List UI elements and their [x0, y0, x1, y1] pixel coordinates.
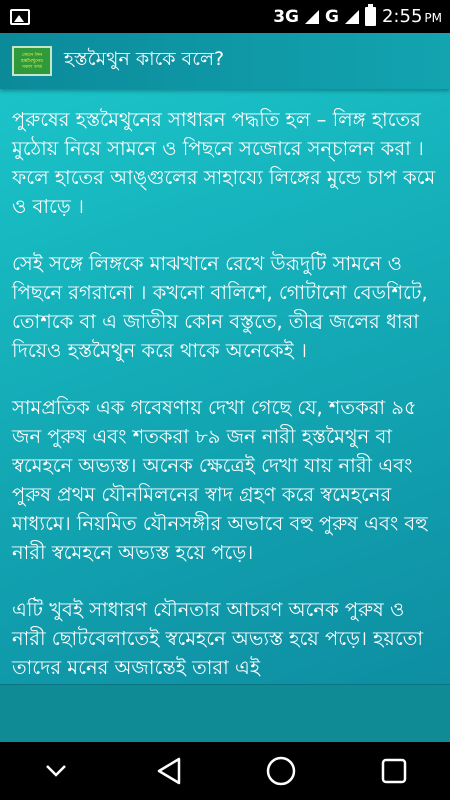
- signal-icon: [305, 10, 319, 24]
- network-type-1: 3G: [273, 6, 300, 27]
- app-bar: [0, 33, 450, 89]
- signal-icon: [345, 10, 359, 24]
- clock: 2:55 PM: [381, 6, 442, 27]
- app-logo: জেনে নিন হস্তমৈথুনের সকল তথ্য: [12, 46, 52, 76]
- status-bar: [0, 0, 450, 33]
- gallery-icon: [10, 9, 30, 25]
- network-type-2: G: [325, 6, 339, 27]
- chevron-down-icon[interactable]: [26, 746, 86, 796]
- article-paragraph: সামপ্রতিক এক গবেষণায় দেখা গেছে যে, শতকরা ৯৫ জন পুরুষ এবং শতকরা ৮৯ জন নারী হস্তমৈথুন বা স্বমেহনে অভ্যস্ত। অনেক ক্ষেত্রেই দেখা যায় নারী এবং পুরুষ প্রথম যৌনমিলনের স্বাদ গ্রহণ করে স্বমেহনের মাধ্যমে। নিয়মিত যৌনসঙ্গীর অভাবে বহু পুরুষ এবং বহু নারী স্বমেহনে অভ্যস্ত হয়ে পড়ে।: [12, 396, 428, 564]
- article-content[interactable]: [0, 89, 450, 684]
- page-title: হস্তমৈথুন কাকে বলে?: [64, 48, 225, 70]
- article-paragraph: সেই সঙ্গে লিঙ্গকে মাঝখানে রেখে উরূদুটি সামনে ও পিছনে রগরানো । কখনো বালিশে, গোটানো বেডশিটে, তোশকে বা এ জাতীয় কোন বস্তুতে, তীব্র জলের ধারা দিয়েও হস্তমৈথুন করে থাকে অনেকেই ।: [12, 252, 428, 362]
- navigation-bar: [0, 742, 450, 800]
- bottom-ad-strip: [0, 684, 450, 742]
- back-icon[interactable]: [139, 746, 199, 796]
- battery-icon: [365, 7, 376, 26]
- recents-icon[interactable]: [364, 746, 424, 796]
- home-icon[interactable]: [251, 746, 311, 796]
- article-paragraph: পুরুষের হস্তমৈথুনের সাধারন পদ্ধতি হল – লিঙ্গ হাতের মুঠোয় নিয়ে সামনে ও পিছনে সজোরে সন্চালন করা । ফলে হাতের আঙ্গুলের সাহায্যে লিঙ্গের মুন্ডে চাপ কমে ও বাড়ে ।: [12, 108, 436, 218]
- article-paragraph: এটি খুবই সাধারণ যৌনতার আচরণ অনেক পুরুষ ও নারী ছোটবেলাতেই স্বমেহনে অভ্যস্ত হয়ে পড়ে। হয়তো তাদের মনের অজান্তেই তারা এই: [12, 598, 424, 679]
